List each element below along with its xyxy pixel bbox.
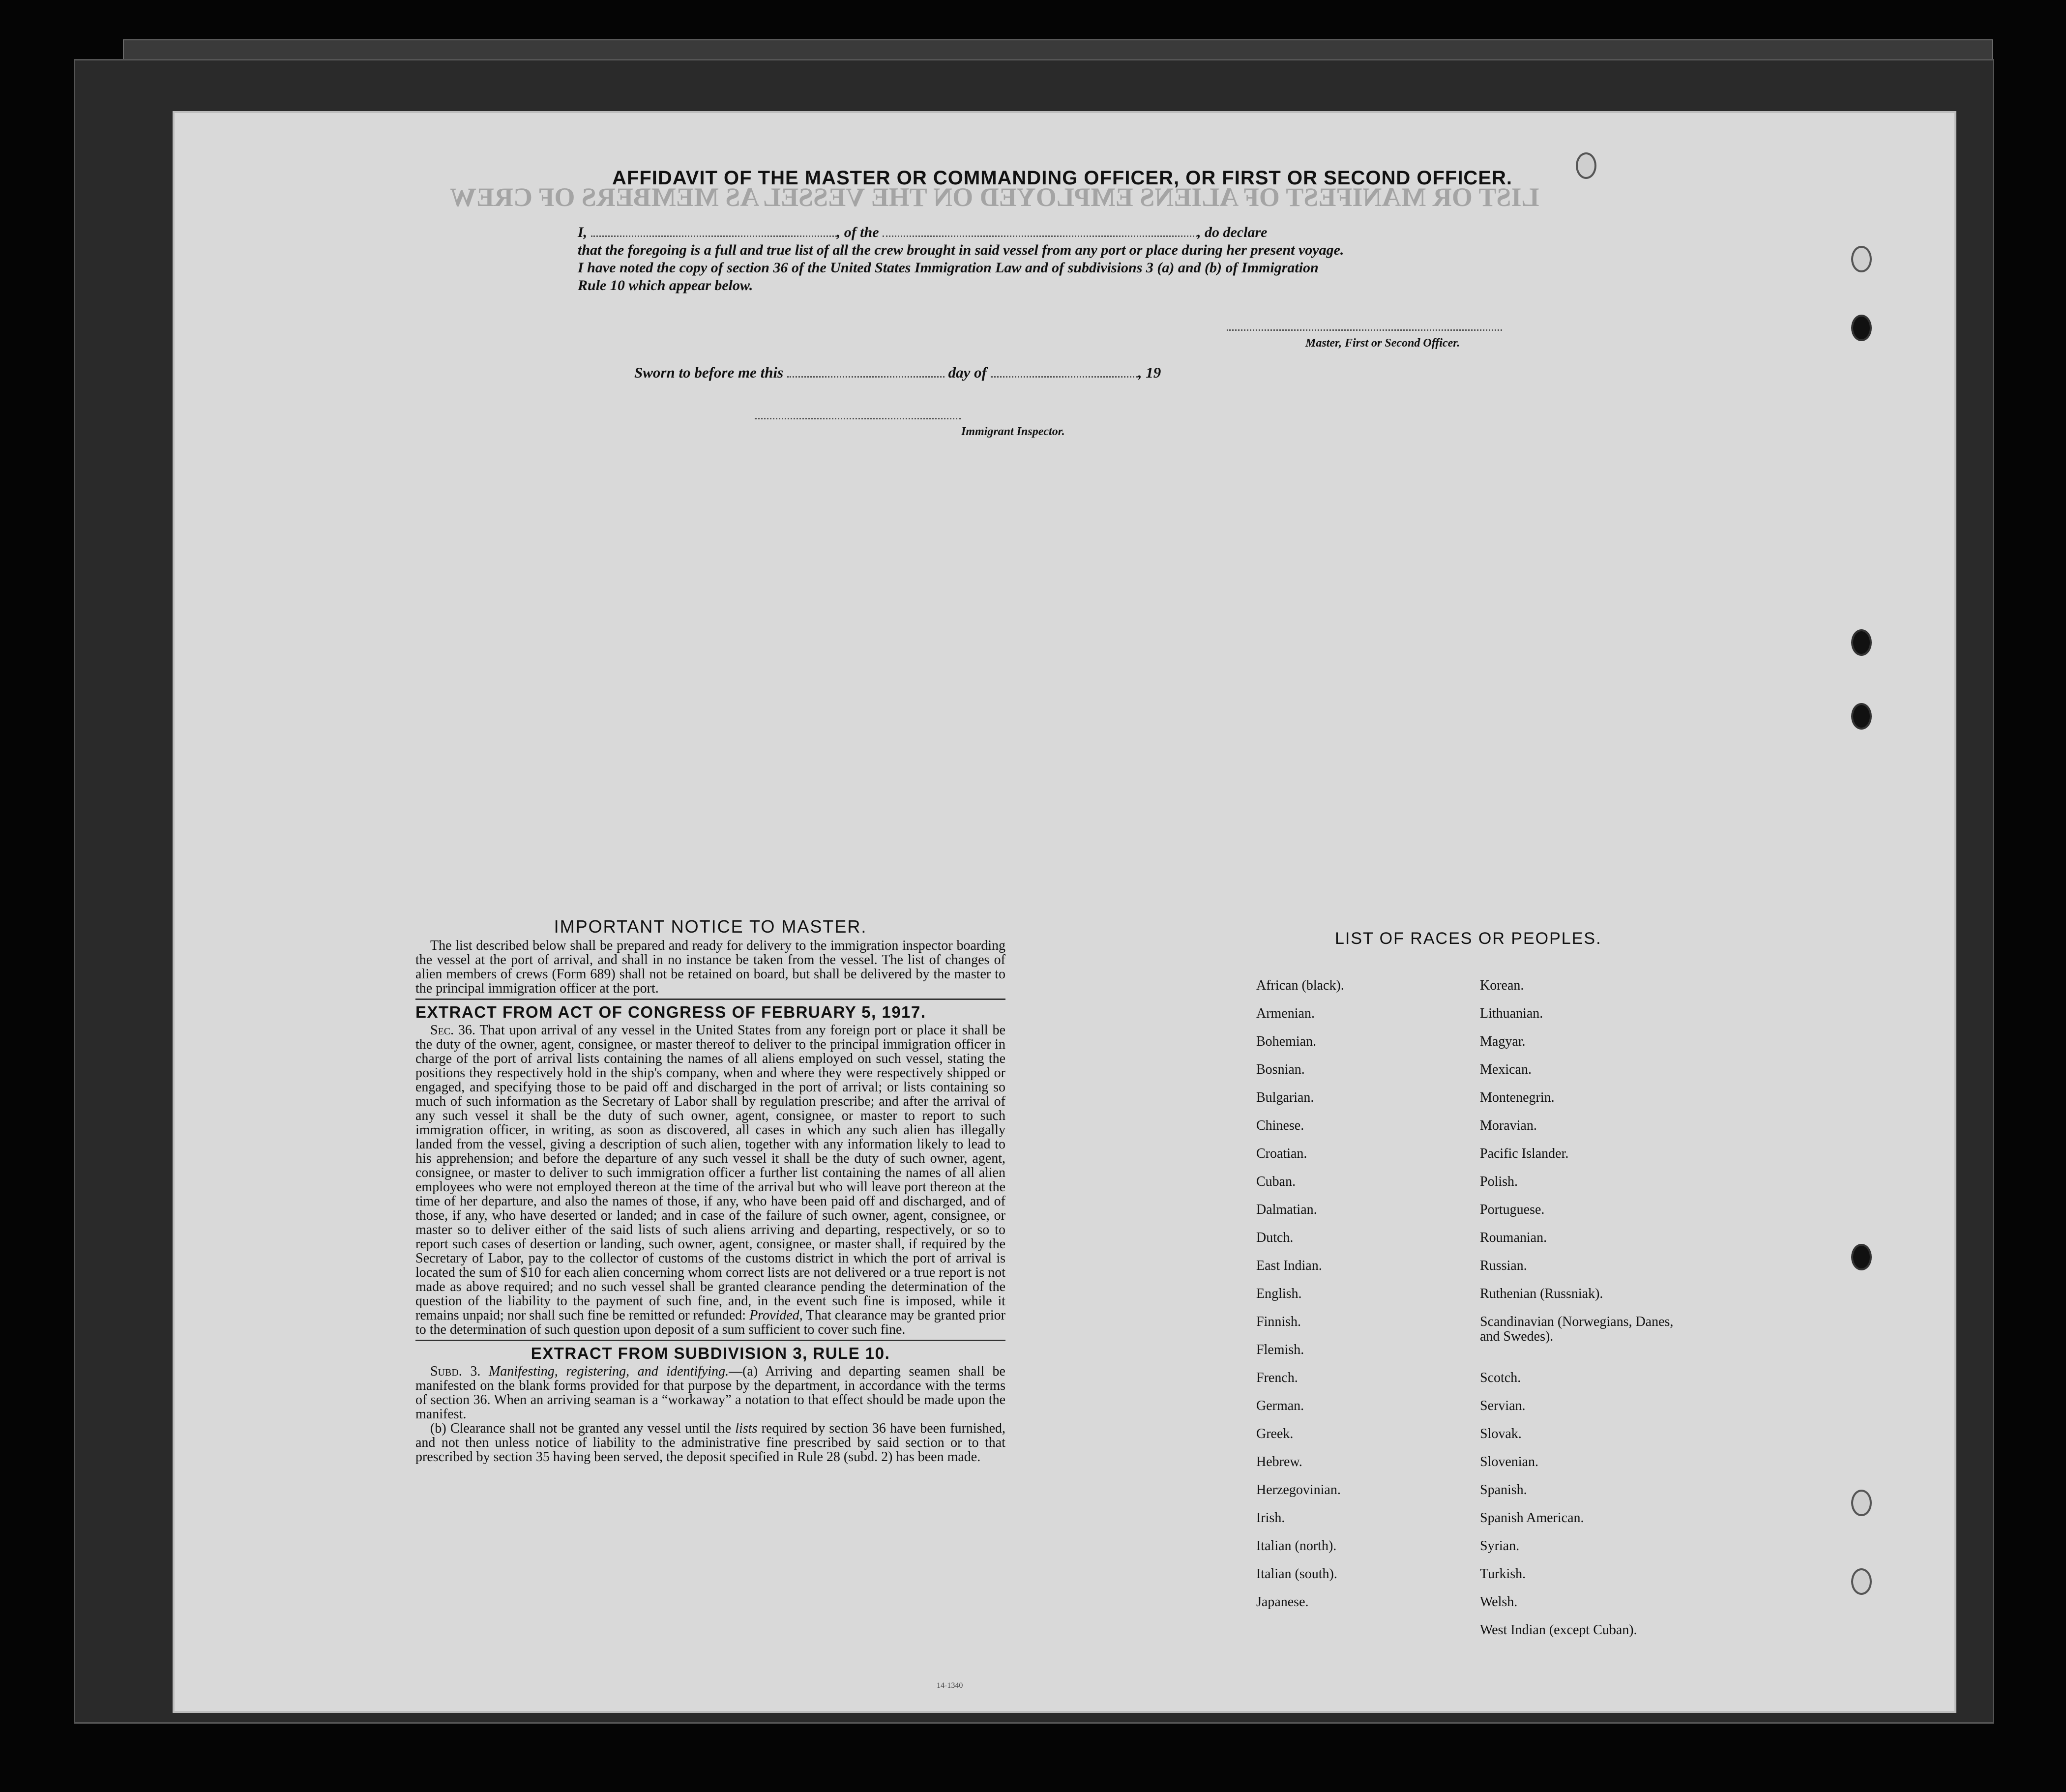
extract1-title: EXTRACT FROM ACT OF CONGRESS OF FEBRUARY 5, 1917.	[415, 999, 1005, 1019]
notice-paragraph: The list described below shall be prepared and ready for delivery to the immigration inspector boarding the vessel at the port of arrival, and shall in no instance be taken from the vessel. The list of changes of alien members of crews (Form 689) shall not be retained on board, but shall be delivered by the master to the principal immigration officer at the port.	[415, 938, 1005, 996]
race-item: Scotch.	[1480, 1370, 1521, 1385]
binder-hole	[1851, 703, 1872, 730]
subd-b2: required by section 36 have been furnished, and not then unless notice of liability to the administrative fine prescribed by said section or to that prescribed by section 35 having been served, the deposit specified in Rule 28 (subd. 2) has been made.	[415, 1421, 1006, 1465]
notice-title: IMPORTANT NOTICE TO MASTER.	[554, 916, 867, 937]
race-item: Bohemian.	[1256, 1034, 1317, 1049]
sworn-statement	[634, 364, 1161, 382]
race-item: Welsh.	[1480, 1594, 1518, 1610]
race-item: Moravian.	[1480, 1118, 1537, 1133]
race-item: Syrian.	[1480, 1538, 1520, 1554]
subd-italic: Manifesting, registering, and identifying.	[488, 1364, 729, 1379]
section-36-text	[415, 1023, 1005, 1337]
race-item: Finnish.	[1256, 1314, 1301, 1329]
race-item: French.	[1256, 1370, 1298, 1385]
races-column-2	[1480, 978, 1696, 1651]
binder-hole	[1851, 1244, 1872, 1270]
race-item: Lithuanian.	[1480, 1006, 1543, 1021]
race-item: West Indian (except Cuban).	[1480, 1622, 1637, 1638]
races-list	[1256, 929, 1895, 1638]
race-item: Croatian.	[1256, 1146, 1307, 1161]
race-item: Slovak.	[1480, 1426, 1522, 1441]
decl-line-4: Rule 10 which appear below.	[578, 277, 753, 294]
race-item: Slovenian.	[1480, 1454, 1538, 1469]
signature-label: Master, First or Second Officer.	[1305, 337, 1460, 350]
race-item: Roumanian.	[1480, 1230, 1547, 1245]
race-item: Greek.	[1256, 1426, 1294, 1441]
race-item: Servian.	[1480, 1398, 1526, 1413]
race-item: Flemish.	[1256, 1342, 1304, 1357]
name-blank	[591, 235, 837, 237]
inspector-line	[755, 418, 961, 419]
race-item: Montenegrin.	[1480, 1090, 1555, 1105]
decl-line-2: that the foregoing is a full and true list of all the crew brought in said vessel from any port or place during her present voyage.	[578, 242, 1344, 258]
decl-i: I,	[578, 224, 588, 240]
document-sheet	[175, 113, 1954, 1711]
sec-provided: Provided,	[749, 1308, 803, 1323]
affidavit-declaration	[578, 224, 1571, 294]
sworn-day-of: day of	[948, 364, 987, 381]
decl-do-declare: , do declare	[1197, 224, 1268, 240]
race-item: Irish.	[1256, 1510, 1285, 1526]
race-item: Bosnian.	[1256, 1062, 1305, 1077]
subd-b-lists: lists	[735, 1421, 758, 1436]
subd-b1: (b) Clearance shall not be granted any vessel until the	[430, 1421, 732, 1436]
binder-hole	[1576, 152, 1596, 179]
race-item: Scandinavian (Norwegians, Danes, and Swedes).	[1480, 1314, 1674, 1344]
sec-tail: That clearance may be granted prior to the determination of such question upon deposit of a sum sufficient to cover such fine.	[415, 1308, 1006, 1337]
extract2-title: EXTRACT FROM SUBDIVISION 3, RULE 10.	[415, 1340, 1005, 1360]
subd-a: —(a) Arriving and departing seamen shall be manifested on the blank forms provided for that purpose by the department, in accordance with the terms of section 36. When an arriving seaman is a “workaway” a notation to that effect should be made upon the manifest.	[415, 1364, 1005, 1422]
sworn-year: , 19	[1138, 364, 1161, 381]
race-item: Mexican.	[1480, 1062, 1532, 1077]
race-item: Chinese.	[1256, 1118, 1304, 1133]
vessel-blank	[883, 235, 1197, 237]
show-through-heading: LIST OR MANIFEST OF ALIENS EMPLOYED ON THE VESSEL AS MEMBERS OF CREW	[450, 182, 1539, 212]
signature-line	[1227, 329, 1502, 331]
binder-hole	[1851, 246, 1872, 272]
month-blank	[991, 376, 1138, 378]
races-column-1	[1256, 978, 1473, 1623]
race-item: Bulgarian.	[1256, 1090, 1314, 1105]
race-item: Ruthenian (Russniak).	[1480, 1286, 1603, 1301]
subd-b-text	[415, 1421, 1005, 1464]
race-item: Spanish American.	[1480, 1510, 1584, 1526]
subd-label: Subd. 3.	[430, 1364, 481, 1379]
race-item: English.	[1256, 1286, 1302, 1301]
binder-hole	[1851, 1568, 1872, 1595]
race-item: East Indian.	[1256, 1258, 1322, 1273]
binder-hole	[1851, 315, 1872, 341]
affidavit-title: AFFIDAVIT OF THE MASTER OR COMMANDING OFFICER, OR FIRST OR SECOND OFFICER.	[612, 167, 1512, 189]
race-item: Spanish.	[1480, 1482, 1527, 1498]
decl-of-the: , of the	[836, 224, 879, 240]
race-item: German.	[1256, 1398, 1304, 1413]
subd-a-text	[415, 1364, 1005, 1421]
race-item: Magyar.	[1480, 1034, 1526, 1049]
race-item: Armenian.	[1256, 1006, 1315, 1021]
race-item: Pacific Islander.	[1480, 1146, 1569, 1161]
race-item: African (black).	[1256, 978, 1344, 993]
races-title: LIST OF RACES OR PEOPLES.	[1335, 929, 1602, 948]
sec-text: That upon arrival of any vessel in the United States from any foreign port or place it shall be the duty of the owner, agent, consignee, or master thereof to deliver to the principal immigration officer in charge of the port of arrival lists containing the names of all aliens employed on such vessel, stating the positions they respectively hold in the ship's company, when and where they were respectively shipped or engaged, and specifying those to be paid off and discharged in the port of arrival; or lists containing so much of such information as the Secretary of Labor shall by regulation prescribe; and after the arrival of any such vessel it shall be the duty of such owner, agent, consignee, or master to report to such immigration officer, in writing, as soon as discovered, all cases in which any such alien has illegally landed from the vessel, giving a description of such alien, together with any information likely to lead to his apprehension; and before the departure of any such vessel it shall be the duty of such owner, agent, consignee, or master to deliver to such immigration officer a further list containing the names of all alien employees who were not employed thereon at the time of the arrival but who will leave port thereon at the time of her departure, and also the names of those, if any, who have been paid off and discharged, and of those, if any, who have deserted or landed; and in case of the failure of such owner, agent, consignee, or master so to deliver either of the said lists of such aliens arriving and departing, respectively, or so to report such cases of desertion or landing, such owner, agent, consignee, or master shall, if required by the Secretary of Labor, pay to the collector of customs of the customs district in which the port of arrival is located the sum of $10 for each alien concerning whom correct lists are not delivered or a true report is not made as above required; and no such vessel shall be granted clearance pending the determination of the question of the liability to the payment of such fine, and, in the event such fine is imposed, while it remains unpaid; nor shall such fine be remitted or refunded:	[415, 1023, 1005, 1323]
race-item: Portuguese.	[1480, 1202, 1545, 1217]
race-item: Herzegovinian.	[1256, 1482, 1341, 1498]
sec-label: Sec. 36.	[430, 1023, 476, 1038]
day-blank	[787, 376, 944, 378]
race-item: Italian (north).	[1256, 1538, 1337, 1554]
race-item: Japanese.	[1256, 1594, 1309, 1610]
race-item: Cuban.	[1256, 1174, 1296, 1189]
binder-hole	[1851, 629, 1872, 656]
race-item: Italian (south).	[1256, 1566, 1337, 1582]
race-item: Polish.	[1480, 1174, 1518, 1189]
sworn-prefix: Sworn to before me this	[634, 364, 784, 381]
binder-hole	[1851, 1490, 1872, 1516]
notice-to-master	[415, 916, 1006, 1465]
decl-line-3: I have noted the copy of section 36 of the United States Immigration Law and of subdivisions 3 (a) and (b) of Immigration	[578, 260, 1319, 276]
race-item: Turkish.	[1480, 1566, 1526, 1582]
inspector-label: Immigrant Inspector.	[961, 425, 1065, 438]
race-item: Dalmatian.	[1256, 1202, 1317, 1217]
race-item: Korean.	[1480, 978, 1524, 993]
form-number: 14-1340	[937, 1681, 963, 1690]
race-item: Dutch.	[1256, 1230, 1294, 1245]
race-item: Hebrew.	[1256, 1454, 1302, 1469]
race-item: Russian.	[1480, 1258, 1527, 1273]
